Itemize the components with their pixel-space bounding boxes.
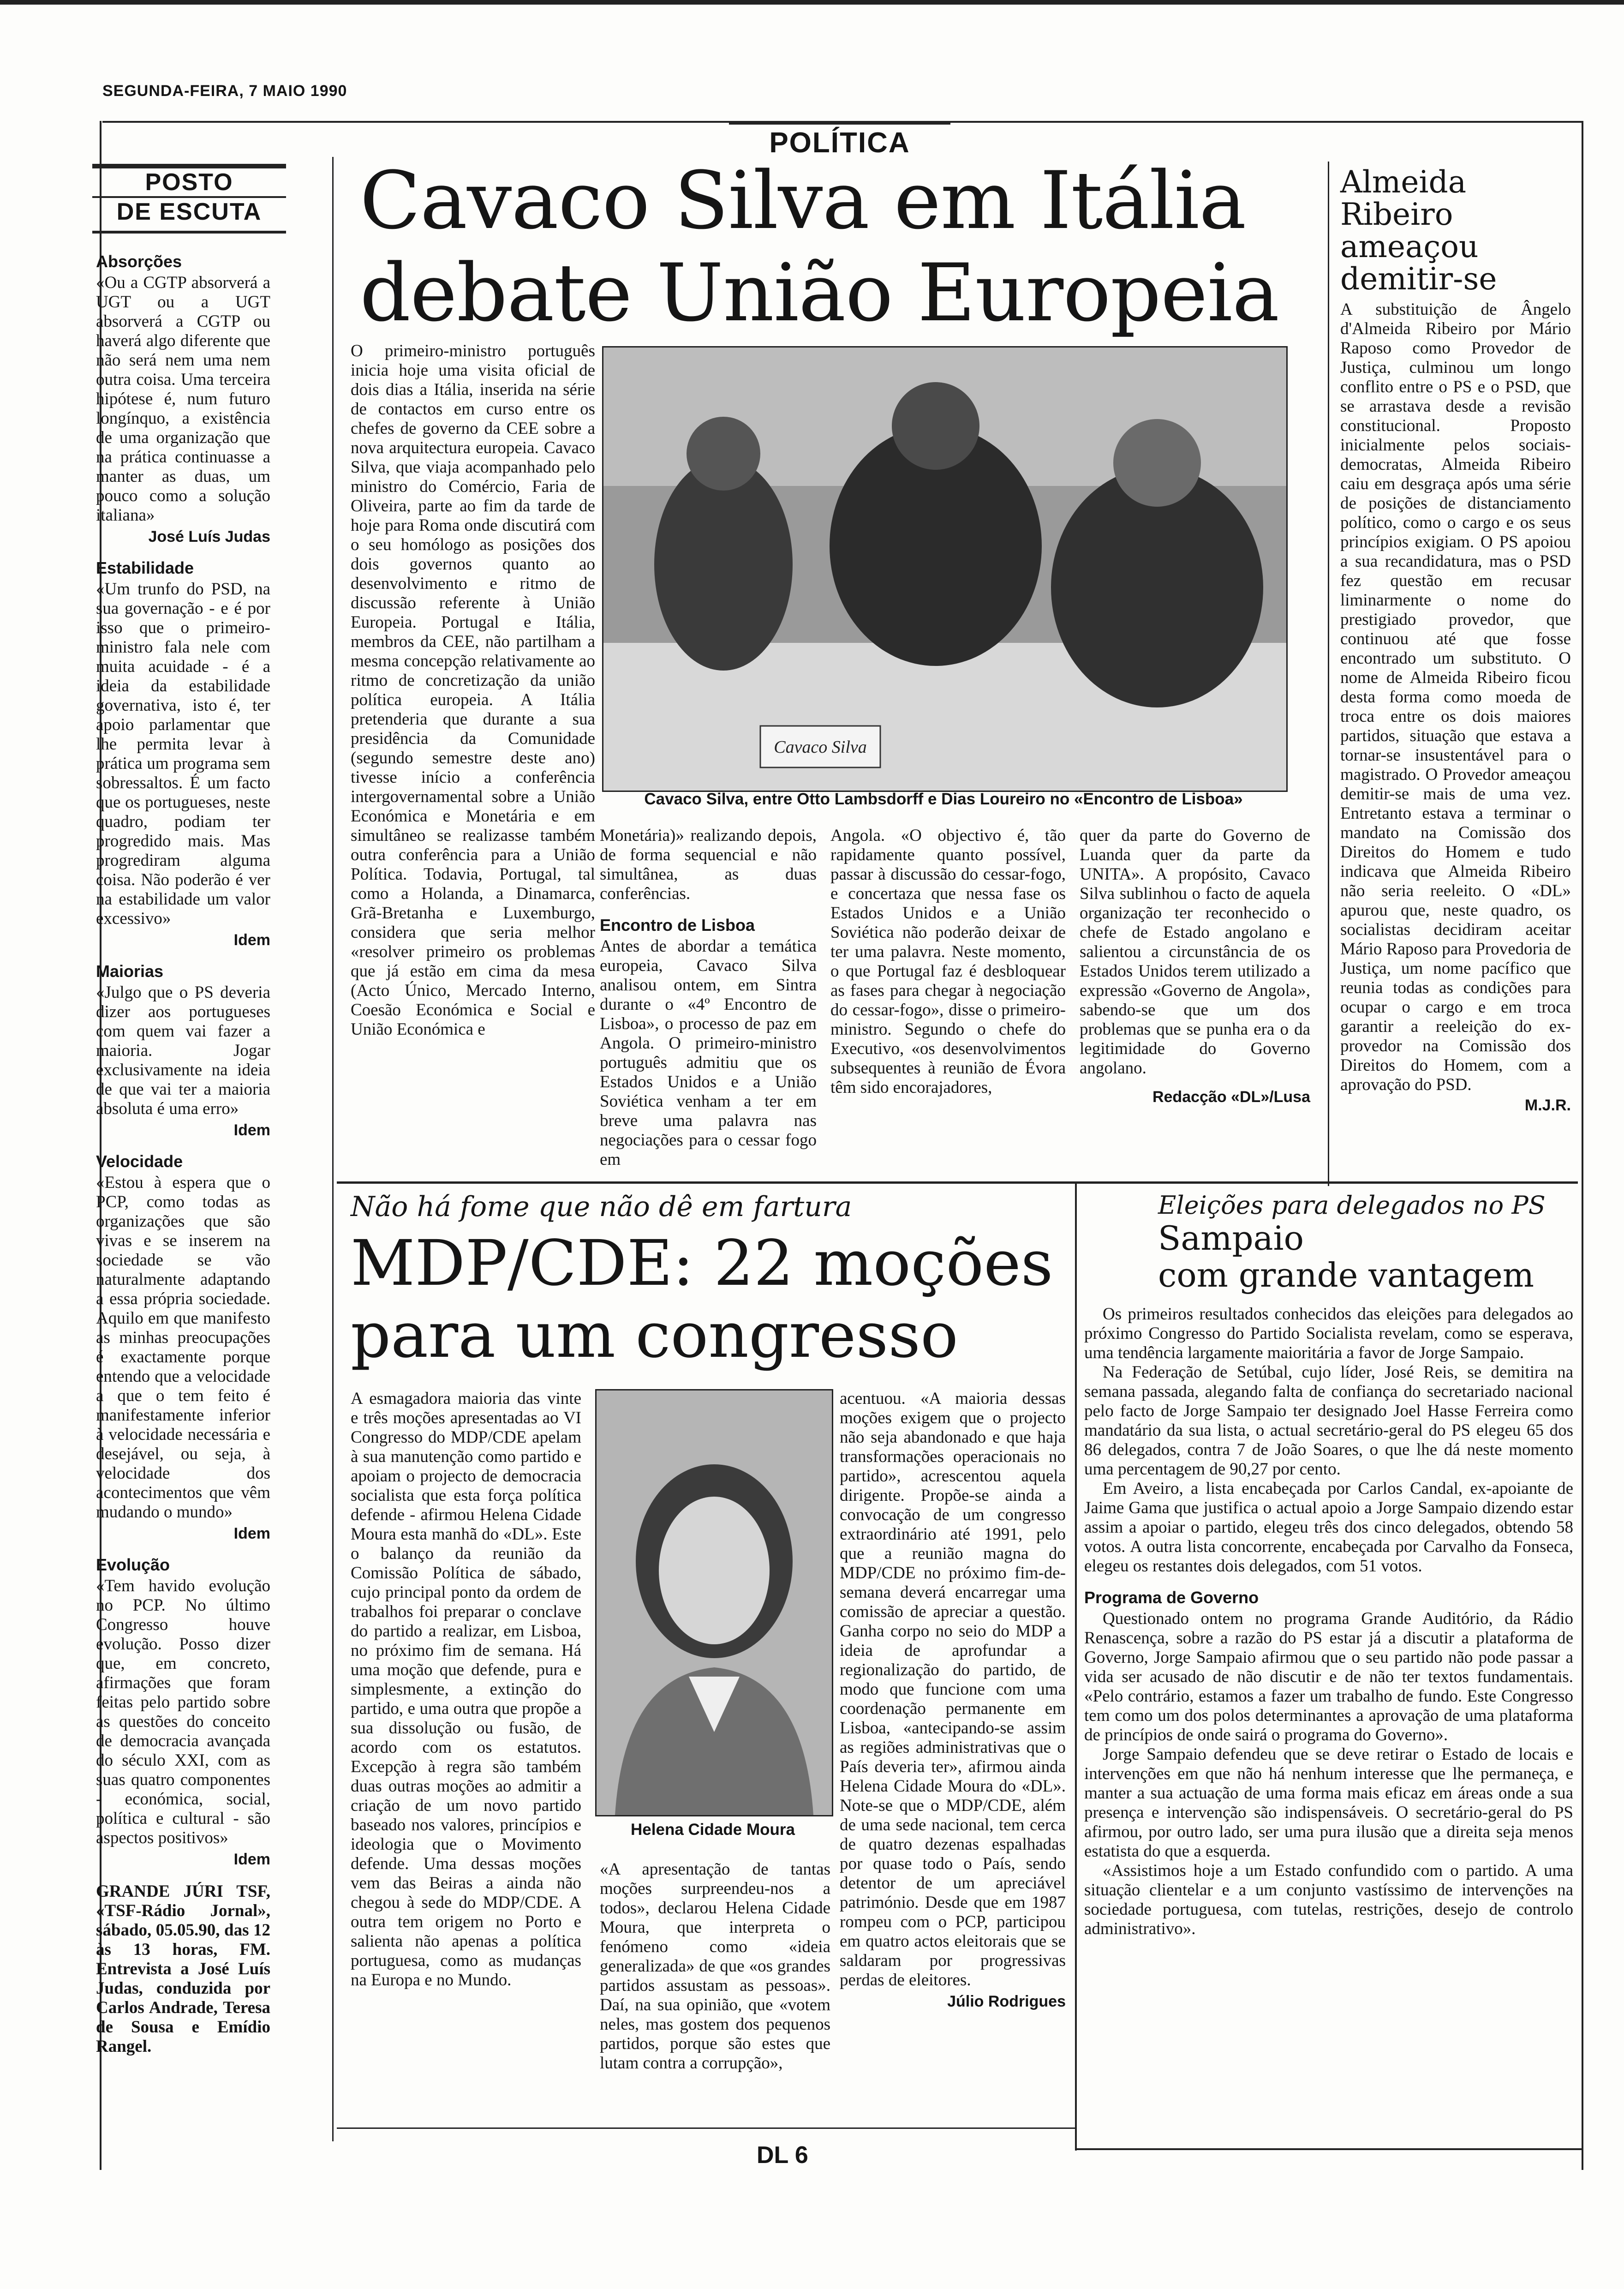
dateline: SEGUNDA-FEIRA, 7 MAIO 1990 <box>102 82 347 100</box>
mdp-kicker: Não há fome que não dê em fartura <box>351 1191 852 1223</box>
ps-kicker: Eleições para delegados no PS <box>1158 1191 1546 1220</box>
posto-heading: Absorções <box>96 252 182 271</box>
mid-rule <box>337 1181 1578 1184</box>
posto-divider <box>332 157 334 2141</box>
cavaco-headline <box>360 155 1283 339</box>
mdp-headline <box>351 1228 1070 1372</box>
cavaco-signature: Redacção «DL»/Lusa <box>1152 1088 1310 1106</box>
posto-signature: José Luís Judas <box>148 528 270 545</box>
cavaco-photo-svg <box>603 348 1286 791</box>
almeida-box <box>1340 166 1571 1116</box>
mdp-photo-svg <box>597 1390 832 1815</box>
posto-quote: «Ou a CGTP absorverá a UGT ou a UGT absorverá a CGTP ou haverá algo diferente que não será nem uma nem outra coisa. Uma terceira hipótese é, num futuro longínquo, a existência de uma organização que na prática continuasse a manter as duas, um pouco como a solução italiana» <box>96 273 270 525</box>
posto-signature: Idem <box>233 1851 270 1868</box>
ps-headline-line2: com grande vantagem <box>1158 1256 1534 1294</box>
cavaco-col2b-text: Antes de abordar a temática europeia, Cavaco Silva analisou ontem, em Sintra durante o «4º Encontro de Lisboa», o processo de paz em Angola. O primeiro-ministro português admitiu que os Estados Unidos e a União Soviética venham a ter em breve uma palavra nas negociações para o cessar fogo em <box>600 937 817 1169</box>
posto-title-line2: DE ESCUTA <box>92 196 286 226</box>
photo-nameplate: Cavaco Silva <box>774 737 867 757</box>
cavaco-column-3: Angola. «O objectivo é, tão rapidamente quanto possível, passar à discussão do cessar-fogo, e concertaza que nessa fase os Estados Unidos e a União Soviética não poderão deixar de ter uma palavra. Neste momento, o que Portugal faz é desbloquear as fases para chegar à negociação do cessar-fogo», disse o primeiro-ministro. Segundo o chefe do Executivo, «os desenvolvimentos subsequentes à reunião de Évora têm sido encorajadores, <box>830 826 1066 1097</box>
cavaco-headline-line1: Cavaco Silva em Itália <box>360 154 1246 247</box>
posto-quote: «Julgo que o PS deveria dizer aos portugueses com quem vai fazer a maioria. Jogar exclusivamente na ideia de que vai ter a maioria absoluta é uma erro» <box>96 983 270 1118</box>
ps-paragraph: Os primeiros resultados conhecidos das eleições para delegados ao próximo Congresso do Partido Socialista revelam, como se esperava, uma tendência largamente maioritária a favor de Jorge Sampaio. <box>1084 1305 1573 1362</box>
ps-box-bottom <box>1075 2148 1582 2150</box>
page-footer: DL 6 <box>757 2142 808 2169</box>
ps-paragraph: «Assistimos hoje a um Estado confundido com o partido. A uma situação clientelar e a um conjunto vastíssimo de intervenções na sociedade portuguesa, com tutelas, restrições, desejo de controlo administrativo». <box>1084 1861 1573 1938</box>
mdp-signature: Júlio Rodrigues <box>947 1993 1066 2010</box>
posto-title <box>92 168 286 226</box>
cavaco-column-1: O primeiro-ministro português inicia hoje uma visita oficial de dois dias a Itália, inserida na série de contactos em curso entre os chefes de governo da CEE sobre a nova arquitectura europeia. Cavaco Silva, que viaja acompanhado pelo ministro do Comércio, Faria de Oliveira, parte ao fim da tarde de hoje para Roma onde discutirá com o seu homólogo as posições dos dois governos quanto ao desenvolvimento e ritmo de discussão referente à União Europeia. Portugal e Itália, membros da CEE, não partilham a mesma concepção relativamente ao ritmo de concretização da união política europeia. A Itália pretenderia que durante a sua presidência da Comunidade (segundo semestre deste ano) tivesse início a conferência intergovernamental sobre a União Económica e Monetária e em simultâneo se realizasse também outra conferência para a União Política. Todavia, Portugal, tal como a Holanda, a Dinamarca, Grã-Bretanha e Luxemburgo, considera que seria melhor «resolver primeiro os problemas que já estão em cima da mesa (Acto Único, Mercado Interno, Coesão Económica e Social e União Económica e <box>351 342 595 1039</box>
almeida-divider <box>1328 162 1329 1186</box>
ps-paragraph: Na Federação de Setúbal, cujo líder, José Reis, se demitira na semana passada, alegando falta de confiança do secretariado nacional pelo facto de Jorge Sampaio ter designado Joel Hasse Ferreira como mandatário da sua lista, o actual secretário-geral do PS elegeu 65 dos 86 delegados, contra 7 de João Soares, o que lhe dá neste momento uma percentagem de 90,27 por cento. <box>1084 1363 1573 1479</box>
ps-box-left <box>1075 1181 1077 2151</box>
mdp-column-1: A esmagadora maioria das vinte e três moções apresentadas ao VI Congresso do MDP/CDE apelam à sua manutenção como partido e apoiam o projecto de democracia socialista que esta força política defende - afirmou Helena Cidade Moura esta manhã do «DL». Este o balanço da reunião da Comissão Política de sábado, cujo principal ponto da ordem de trabalhos foi preparar o conclave do partido a realizar, em Lisboa, no próximo fim de semana. Há uma moção que defende, pura e simplesmente, a extinção do partido, e uma outra que propõe a sua dissolução ou fusão, de acordo com os estatutos. Excepção à regra são também duas outras moções ao admitir a criação de um novo partido baseado nos valores, princípios e ideologia que o Movimento defende. Uma dessas moções vem das Beiras a ainda não chegou à sede do MDP/CDE. A outra tem origem no Porto e salienta não apenas a política portuguesa, como as mudanças na Europa e no Mundo. <box>351 1389 581 1989</box>
ps-heading: Programa de Governo <box>1084 1588 1259 1607</box>
mdp-headline-line2: para um congresso <box>351 1299 958 1372</box>
almeida-headline: Almeida Ribeiro ameaçou demitir-se <box>1340 164 1497 297</box>
ps-headline-line1: Sampaio <box>1158 1219 1304 1258</box>
posto-top-bar <box>92 164 286 168</box>
ps-paragraph: Jorge Sampaio defendeu que se deve retirar o Estado de locais e intervenções em que não há nenhum interesse que lhe permaneça, e manter a sua actuação de uma forma mais eficaz em áreas onde a sua presença e intervenção são indispensáveis. O secretário-geral do PS afirmou, por outro lado, ser uma pura ilusão que a direita seja menos estatista do que a esquerda. <box>1084 1745 1573 1861</box>
posto-footnote: GRANDE JÚRI TSF, «TSF-Rádio Jornal», sábado, 05.05.90, das 12 às 13 horas, FM. Entrevista a José Luís Judas, conduzida por Carlos Andrade, Teresa de Sousa e Emídio Rangel. <box>96 1882 270 2056</box>
posto-title-line1: POSTO <box>145 169 233 196</box>
mdp-column-3 <box>840 1389 1066 2013</box>
cavaco-col2-text: Monetária)» realizando depois, de forma sequencial e não simultânea, as duas conferências. <box>600 826 817 903</box>
cavaco-photo-caption: Cavaco Silva, entre Otto Lambsdorff e Dias Loureiro no «Encontro de Lisboa» <box>644 790 1243 808</box>
posto-signature: Idem <box>233 1121 270 1139</box>
cavaco-column-4 <box>1080 826 1310 1109</box>
cavaco-headline-line2: debate União Europeia <box>360 246 1279 339</box>
almeida-signature: M.J.R. <box>1524 1097 1571 1114</box>
cavaco-col2-heading: Encontro de Lisboa <box>600 916 755 935</box>
cavaco-col4-text: quer da parte do Governo de Luanda quer da parte da UNITA». A propósito, Cavaco Silva sublinhou o facto de aquela organização ter reconhecido o chefe de Estado angolano e salientou a circunstância de os Estados Unidos terem utilizado a expressão «Governo de Angola», sabendo-se que um dos problemas que se punha era o da legitimidade do Governo angolano. <box>1080 826 1310 1078</box>
posto-heading: Evolução <box>96 1555 170 1574</box>
almeida-text: A substituição de Ângelo d'Almeida Ribeiro por Mário Raposo como Provedor de Justiça, culminou um longo conflito entre o PS e o PSD, que se arrastava desde a revisão constitucional. Proposto inicialmente pelos sociais-democratas, Almeida Ribeiro caiu em desgraça após uma série de posições de distanciamento político, como o cargo e os seus princípios exigiam. O PS apoiou a sua recandidatura, mas o PSD fez questão em recusar liminarmente o nome do prestigiado provedor, que continuou até que fosse encontrado um substituto. O nome de Almeida Ribeiro ficou desta forma como moeda de troca entre os dois maiores partidos, situação que estava a tornar-se insustentável para o magistrado. O Provedor ameaçou demitir-se mais de uma vez. Entretanto estava a terminar o mandato na Comissão dos Direitos do Homem e tudo indicava que Almeida Ribeiro não seria reeleito. O «DL» apurou que, neste quadro, os socialistas decidiram aceitar Mário Raposo para Provedoria de Justiça, um nome pacífico que reunia todas as condições para ocupar o cargo e em troca garantir a reeleição do ex-provedor na Comissão dos Direitos do Homem, com a aprovação do PSD. <box>1340 300 1571 1094</box>
ps-paragraph: Questionado ontem no programa Grande Auditório, da Rádio Renascença, sobre a razão do PS estar já a discutir a plataforma de Governo, Jorge Sampaio afirmou que o seu partido não pode passar a vida ser acusado de não discutir e de não ter textos fundamentais. «Pelo contrário, estamos a fazer um trabalho de fundo. Este Congresso tem como um dos polos determinantes a aprovação de uma plataforma de princípios de onde sairá o programa do Governo». <box>1084 1609 1573 1744</box>
posto-quote: «Estou à espera que o PCP, como todas as organizações que são vivas e se inserem na sociedade se vão naturalmente adaptando a essa própria sociedade. Aquilo em que manifesto as minhas preocupações é exactamente porque entendo que a velocidade a que o tem feito é manifestamente inferior à velocidade necessária e desejável, ou seja, à velocidade dos acontecimentos que vêm mudando o mundo» <box>96 1173 270 1522</box>
posto-signature: Idem <box>233 1525 270 1542</box>
mdp-col3-text: acentuou. «A maioria dessas moções exigem que o projecto não seja abandonado e que haja transformações operacionais no partido», acrescentou aquela dirigente. Propõe-se ainda a convocação de um congresso extraordinário até 1991, pelo que a reunião magna do MDP/CDE no próximo fim-de-semana deverá encarregar uma comissão de apreciar a questão. Ganha corpo no seio do MDP a ideia de aprofundar a regionalização do partido, de modo que funcione com uma coordenação permanente em Lisboa, «antecipando-se assim as regiões administrativas que o País deveria ter», afirmou ainda Helena Cidade Moura do «DL». Note-se que o MDP/CDE, além de uma sede nacional, tem cerca de quatro dezenas espalhadas por quase todo o País, sendo detentor de um apreciável património. Desde que em 1987 rompeu com o PCP, participou em quatro actos eleitorais que se saldaram por progressivas perdas de eleitores. <box>840 1389 1066 1989</box>
mdp-photo <box>595 1389 833 1816</box>
posto-quote: «Tem havido evolução no PCP. No último Congresso houve evolução. Posso dizer que, em concreto, afirmações que foram feitas pelo partido sobre as questões do conceito de democracia avançada do século XXI, com as suas quatro componentes - económica, social, política e cultural - são aspectos positivos» <box>96 1576 270 1847</box>
cavaco-column-2 <box>600 826 817 1169</box>
ps-body <box>1084 1305 1573 1939</box>
mdp-photo-caption: Helena Cidade Moura <box>631 1821 795 1839</box>
posto-quote: «Um trunfo do PSD, na sua governação - e é por isso que o primeiro-ministro fala nele com muita acuidade - é a ideia da estabilidade governativa, isto é, ter apoio parlamentar que lhe permita levar à prática um programa sem sobressaltos. É um facto que os portugueses, neste quadro, podiam ter progredido mais. Mas progrediram alguma coisa. Não poderão é ver na estabilidade um valor excessivo» <box>96 580 270 928</box>
ps-headline <box>1158 1220 1573 1294</box>
top-rule <box>0 0 1624 5</box>
cavaco-photo <box>602 346 1288 792</box>
bottom-rule <box>337 2127 1075 2129</box>
ps-box <box>1084 1191 1573 1939</box>
ps-paragraph: Em Aveiro, a lista encabeçada por Carlos Candal, ex-apoiante de Jaime Gama que justifica o actual apoio a Jorge Sampaio dizendo estar assim a apoiar o partido, elegeu três dos cinco delegados, obtendo 58 votos. A outra lista concorrente, encabeçada por Carvalho da Fonseca, elegeu os restantes dois delegados, com 51 votos. <box>1084 1479 1573 1576</box>
frame-right-rule <box>1582 121 1583 2170</box>
posto-bottom-bar <box>92 231 286 234</box>
posto-heading: Maiorias <box>96 962 164 981</box>
posto-heading: Estabilidade <box>96 558 194 577</box>
mdp-headline-line1: MDP/CDE: 22 moções <box>351 1227 1053 1300</box>
posto-heading: Velocidade <box>96 1152 183 1171</box>
posto-column <box>96 240 270 2056</box>
section-label: POLÍTICA <box>729 121 950 163</box>
posto-signature: Idem <box>233 931 270 949</box>
mdp-column-2: «A apresentação de tantas moções surpreendeu-nos a todos», declarou Helena Cidade Moura, que interpreta o fenómeno como «ideia generalizada» de que «os grandes partidos assustam as pessoas». Daí, na sua opinião, que «votem neles, mas gostem dos pequenos partidos, porque são estes que lutam contra a corrupção», <box>600 1860 830 2073</box>
